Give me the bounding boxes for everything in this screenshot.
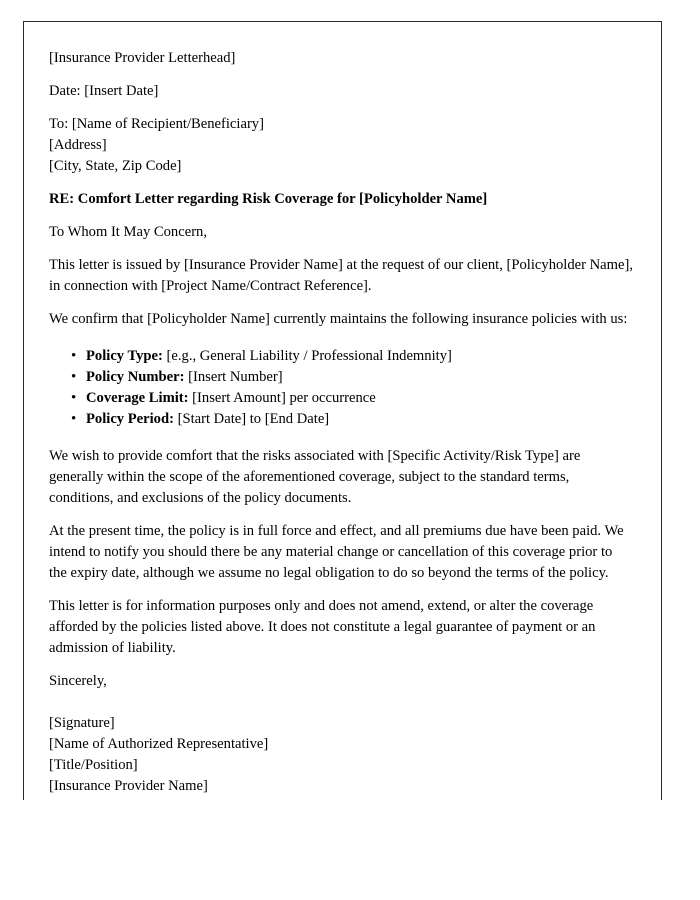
paragraph-issued-by: This letter is issued by [Insurance Provider Name] at the request of our client, [Policyholder Name], in connection with [Project Name/Contract Reference]. — [49, 257, 633, 294]
list-item — [49, 409, 633, 430]
authorized-representative-name: [Name of Authorized Representative] — [49, 736, 269, 752]
policy-period-value: [Start Date] to [End Date] — [173, 411, 330, 427]
list-item — [49, 367, 633, 388]
date-line: Date: [Insert Date] — [49, 83, 159, 99]
recipient-address-line: [Address] — [49, 137, 107, 153]
salutation-block — [49, 222, 633, 243]
salutation: To Whom It May Concern, — [49, 224, 207, 240]
list-item — [49, 388, 633, 409]
policy-type-label: Policy Type: — [86, 348, 163, 364]
closing-block — [49, 671, 633, 692]
policy-details-list — [49, 346, 633, 430]
policy-period-label: Policy Period: — [86, 411, 174, 427]
signature-block — [49, 713, 633, 797]
bullet-icon: • — [71, 390, 77, 406]
subject-line: RE: Comfort Letter regarding Risk Coverage for [Policyholder Name] — [49, 191, 488, 207]
paragraph-disclaimer: This letter is for information purposes only and does not amend, extend, or alter the coverage afforded by the policies listed above. It does not constitute a legal guarantee of payment or an admission of liability. — [49, 598, 596, 656]
policy-type-value: [e.g., General Liability / Professional Indemnity] — [162, 348, 452, 364]
letterhead-placeholder: [Insurance Provider Letterhead] — [49, 50, 236, 66]
date-block — [49, 81, 633, 102]
title-position: [Title/Position] — [49, 757, 138, 773]
recipient-address-block — [49, 114, 633, 177]
paragraph-comfort-scope: We wish to provide comfort that the risks associated with [Specific Activity/Risk Type] are generally within the scope of the aforementioned coverage, subject to the standard terms, conditions, and exclusions of the policy documents. — [49, 448, 581, 506]
provider-name: [Insurance Provider Name] — [49, 778, 208, 794]
bullet-icon: • — [71, 369, 77, 385]
recipient-city-state-zip-line: [City, State, Zip Code] — [49, 158, 182, 174]
policy-number-value: [Insert Number] — [184, 369, 283, 385]
paragraph-force-and-effect: At the present time, the policy is in full force and effect, and all premiums due have been paid. We intend to notify you should there be any material change or cancellation of this coverage prior to the expiry date, although we assume no legal obligation to do so beyond the terms of the policy. — [49, 523, 624, 581]
signature-gap — [49, 704, 633, 713]
closing-salutation: Sincerely, — [49, 673, 107, 689]
letter-body — [49, 48, 633, 797]
recipient-name-line: To: [Name of Recipient/Beneficiary] — [49, 116, 264, 132]
letterhead-block — [49, 48, 633, 69]
signature-placeholder: [Signature] — [49, 715, 115, 731]
coverage-limit-value: [Insert Amount] per occurrence — [188, 390, 376, 406]
coverage-limit-label: Coverage Limit: — [86, 390, 189, 406]
bullet-icon: • — [71, 411, 77, 427]
list-item — [49, 346, 633, 367]
bullet-icon: • — [71, 348, 77, 364]
policy-number-label: Policy Number: — [86, 369, 185, 385]
document-page — [23, 21, 662, 800]
paragraph-confirmation: We confirm that [Policyholder Name] currently maintains the following insurance policies with us: — [49, 311, 628, 327]
